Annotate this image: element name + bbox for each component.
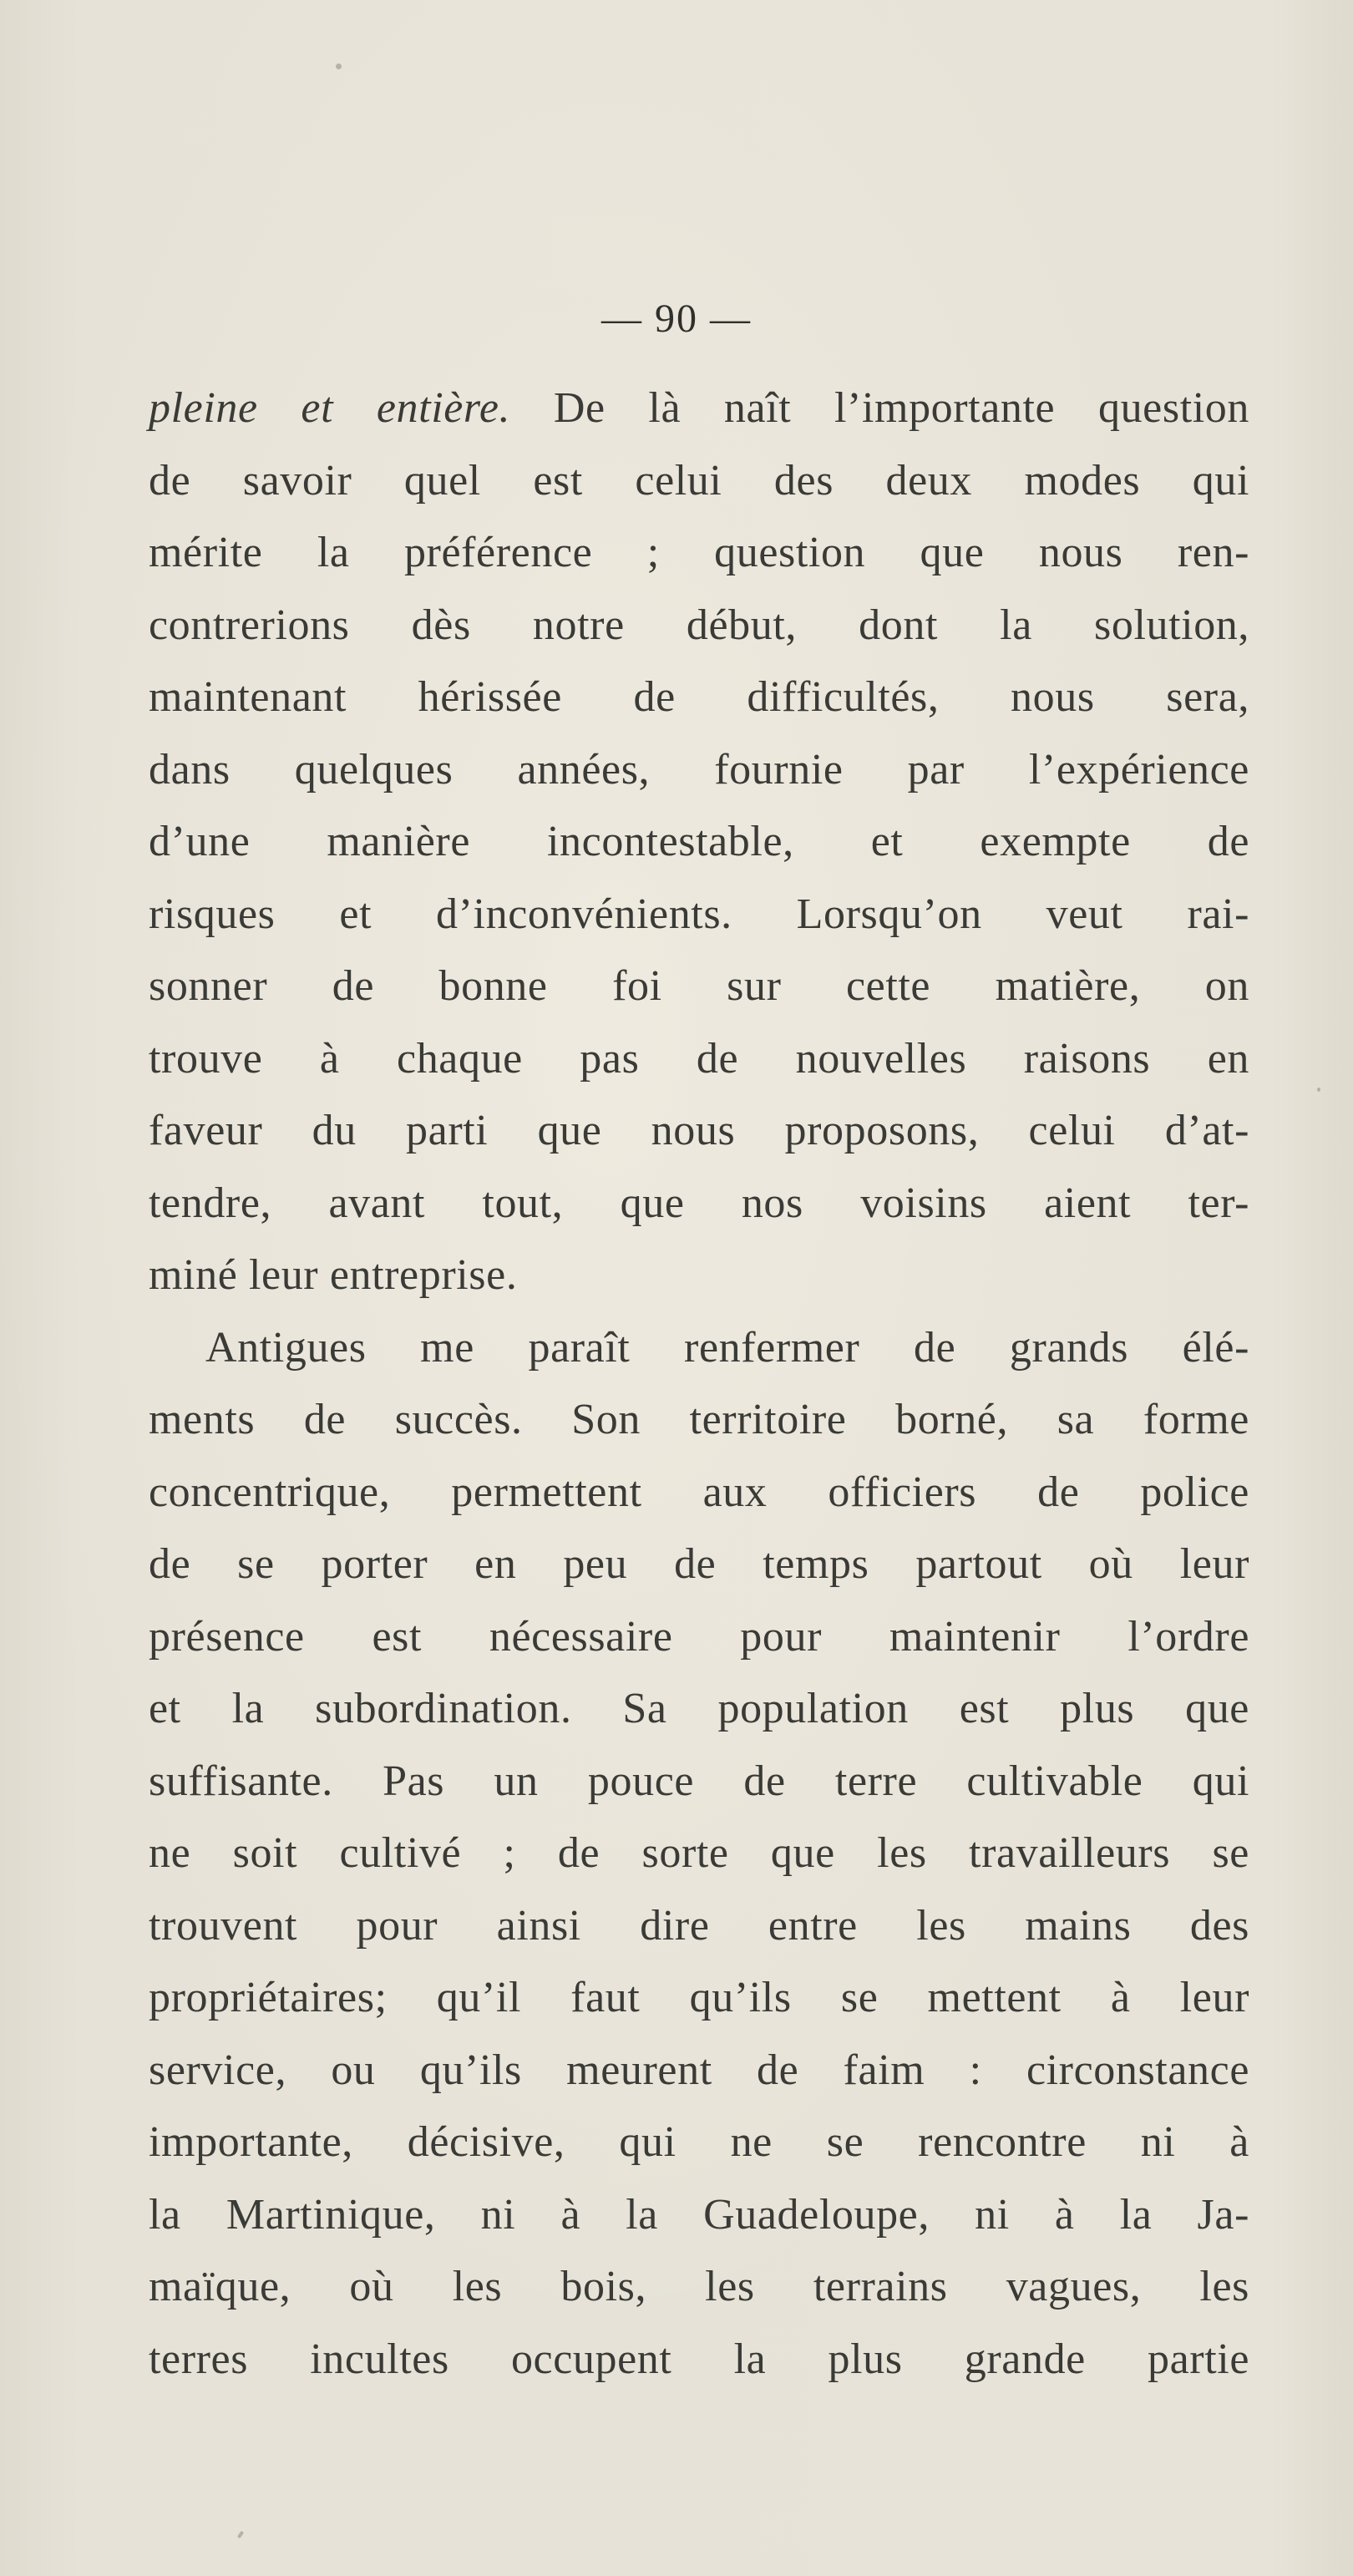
line-text: terres incultes occupent la plus grande partie	[149, 2335, 1249, 2383]
text-line	[149, 879, 1249, 951]
paragraph-start-line	[149, 1312, 1249, 1385]
text-line	[149, 2107, 1249, 2179]
text-line	[149, 734, 1249, 807]
line-text: concentrique, permettent aux officiers de police	[149, 1468, 1249, 1516]
line-text: importante, décisive, qui ne se rencontre ni à	[149, 2118, 1249, 2166]
text-line	[149, 1168, 1249, 1240]
line-text: Antigues me paraît renfermer de grands élé-	[205, 1323, 1249, 1372]
text-line	[149, 1529, 1249, 1601]
page-number-header: — 90 —	[601, 297, 752, 341]
text-line	[149, 1746, 1249, 1818]
text-line	[149, 1962, 1249, 2035]
line-text: d’une manière incontestable, et exempte de	[149, 818, 1249, 865]
line-text: De là naît l’importante question	[510, 384, 1249, 432]
line-text: présence est nécessaire pour maintenir l’ordre	[149, 1612, 1249, 1661]
text-line	[149, 2179, 1249, 2252]
line-text: service, ou qu’ils meurent de faim : circonstance	[149, 2046, 1249, 2094]
line-text: la Martinique, ni à la Guadeloupe, ni à la Ja-	[149, 2190, 1249, 2239]
paper-speck	[237, 2531, 244, 2539]
text-line	[149, 1095, 1249, 1168]
text-line	[149, 1023, 1249, 1096]
text-line	[149, 517, 1249, 590]
text-line	[149, 2324, 1249, 2396]
line-text: suffisante. Pas un pouce de terre cultivable qui	[149, 1757, 1249, 1805]
body-text	[149, 373, 1249, 2396]
line-text: ments de succès. Son territoire borné, sa forme	[149, 1396, 1249, 1443]
text-line	[149, 951, 1249, 1023]
text-line	[149, 662, 1249, 734]
line-text: sonner de bonne foi sur cette matière, on	[149, 962, 1249, 1010]
text-line	[149, 1818, 1249, 1890]
paper-speck	[336, 63, 342, 69]
line-text: faveur du parti que nous proposons, celui d’at-	[149, 1107, 1249, 1154]
line-text: et la subordination. Sa population est plus que	[149, 1685, 1249, 1732]
text-line	[149, 590, 1249, 662]
paragraph-end-line	[149, 1240, 1249, 1312]
text-line	[149, 2251, 1249, 2324]
text-line	[149, 1673, 1249, 1746]
line-text: dans quelques années, fournie par l’expérience	[149, 745, 1249, 794]
line-text: trouve à chaque pas de nouvelles raisons en	[149, 1034, 1249, 1083]
paper-speck	[1317, 1088, 1320, 1092]
text-line	[149, 806, 1249, 879]
text-line	[149, 1457, 1249, 1529]
text-line	[149, 2035, 1249, 2107]
line-text: maintenant hérissée de difficultés, nous sera,	[149, 673, 1249, 721]
text-line	[149, 1384, 1249, 1457]
line-text: miné leur entreprise.	[149, 1251, 518, 1299]
line-text: de se porter en peu de temps partout où leur	[149, 1540, 1249, 1588]
text-line	[149, 445, 1249, 518]
text-line	[149, 1601, 1249, 1674]
text-line	[149, 1890, 1249, 1963]
line-text: mérite la préférence ; question que nous ren-	[149, 529, 1249, 576]
italic-phrase: pleine et entière.	[149, 384, 511, 432]
line-text: propriétaires; qu’il faut qu’ils se mettent à leur	[149, 1974, 1249, 2021]
line-text: maïque, où les bois, les terrains vagues, les	[149, 2263, 1249, 2310]
line-text: contrerions dès notre début, dont la solution,	[149, 601, 1249, 649]
text-line	[149, 373, 1249, 445]
line-text: trouvent pour ainsi dire entre les mains des	[149, 1901, 1249, 1950]
line-text: de savoir quel est celui des deux modes qui	[149, 456, 1249, 505]
line-text: ne soit cultivé ; de sorte que les travailleurs se	[149, 1829, 1249, 1877]
line-text: risques et d’inconvénients. Lorsqu’on veut rai-	[149, 890, 1249, 938]
line-text: tendre, avant tout, que nos voisins aient ter-	[149, 1179, 1249, 1227]
